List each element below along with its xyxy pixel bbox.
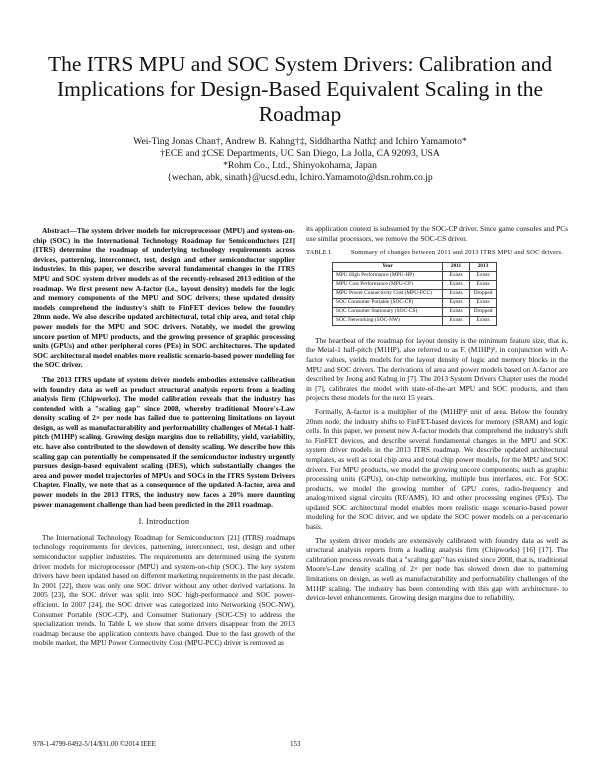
abstract-paragraph-1: Abstract—The system driver models for microprocessor (MPU) and system-on-chip (SOC) in the International Technology Roadmap for Semiconductors [21] (ITRS) determine the roadmap of underlying technology requirements across devices, patterning, interconnect, test, design and other semiconductor supplier industries. In this paper, we describe several fundamental changes in the ITRS MPU and SOC system driver models as of the recently-released 2013 edition of the roadmap. We first present new A-factor (i.e., layout density) models for the logic and memory components of the MPU and SOC drivers; these updated density models comprehend the industry's shift to FinFET devices below the foundry 20nm node. We also describe updated architectural, total chip area, and total chip power models for the MPU and SOC drivers. Notably, we model the growing uncore portion of MPU products, and the growing presence of graphic processing units (GPUs) and other peripheral cores (PEs) in SOC architectures. The updated SOC architectural model enables more realistic scenario-based power modeling for the SOC driver. bbox=[33, 226, 295, 370]
paper-title: The ITRS MPU and SOC System Drivers: Calibration and Implications for Design-Based Equivalent Scaling in the Roadmap bbox=[47, 52, 553, 126]
table-row bbox=[333, 316, 497, 325]
isbn-copyright: 978-1-4799-6492-5/14/$31.00 ©2014 IEEE bbox=[33, 740, 156, 748]
table-row bbox=[333, 298, 497, 307]
table-row bbox=[333, 271, 497, 280]
table-cell-driver: SOC Networking (SOC-NW) bbox=[333, 316, 443, 325]
table-cell-driver: SOC Consumer Portable (SOC-CP) bbox=[333, 298, 443, 307]
table-cell-2013: Exists bbox=[470, 271, 497, 280]
table-header-row bbox=[333, 262, 497, 271]
table-cell-2013: Dropped bbox=[470, 289, 497, 298]
driver-summary-table bbox=[332, 262, 497, 326]
table-cell-2011: Exists bbox=[443, 289, 470, 298]
table-row bbox=[333, 307, 497, 316]
right-column bbox=[306, 224, 568, 607]
affiliation-2: *Rohm Co., Ltd., Shinyokohama, Japan bbox=[223, 160, 377, 171]
table-caption-text: Summary of changes between 2011 and 2013 ITRS MPU and SOC drivers. bbox=[350, 249, 564, 257]
right-paragraph-2: Formally, A-factor is a multiplier of the (M1HP)² unit of area. Below the foundry 20nm node, the industry shifts to FinFET-based devices for memory (SRAM) and logic cells. In this paper, we present new A-factor models that comprehend the industry's shift to FinFET devices, and describe several fundamental changes in the MPU and SOC system driver models in the 2013 ITRS roadmap. We describe updated architectural templates, as well as total chip area and total chip power models, for the MPU and SOC drivers. For MPU products, we model the growing uncore components, such as graphic processing units (GPUs), on-chip networking, multiple bus interfaces, etc. For SOC products, we model the growing number of GPU cores, radio-frequency and analog/mixed signal circuits (RF/AMS), IO and other processing engines (PEs). The updated SOC architectural model enables more realistic usage scenario-based power modeling for the SOC driver, and we update the SOC power models on a per-scenario basis. bbox=[306, 406, 568, 532]
affiliation-1: †ECE and ‡CSE Departments, UC San Diego, La Jolla, CA 92093, USA bbox=[160, 148, 440, 159]
table-header-cell: 2013 bbox=[470, 262, 497, 271]
table-label: TABLE I. bbox=[306, 249, 333, 257]
author-emails: {wechan, abk, sinath}@ucsd.edu, Ichiro.Yamamoto@dsn.rohm.co.jp bbox=[167, 172, 433, 183]
abstract bbox=[33, 226, 295, 509]
table-cell-2013: Exists bbox=[470, 280, 497, 289]
table-header-cell: Year bbox=[333, 262, 443, 271]
right-column-body bbox=[306, 224, 568, 243]
table-cell-2011: Exists bbox=[443, 307, 470, 316]
table-cell-2011: Exists bbox=[443, 271, 470, 280]
section-heading-introduction: I. Introduction bbox=[138, 517, 190, 527]
right-paragraph-0: its application context is subsumed by the SOC-CP driver. Since game consoles and PCs use similar processors, we remove the SOC-CS driver. bbox=[306, 224, 568, 243]
right-paragraph-3: The system driver models are extensively calibrated with foundry data as well as structural analysis reports from a leading analysis firm (Chipworks) [16] [17]. The calibration process reveals that a "scaling gap" has existed since 2008, that is, traditional Moore's-Law density scaling of 2× per node has slowed down due to patterning limitations on design, as well as manufacturability and performability challenges of the M1HP scaling. The industry has been contending with this gap with architecture- to device-level enhancements. Growing design margins due to reliability, bbox=[306, 535, 568, 603]
right-column-body-continued bbox=[306, 336, 568, 603]
table-cell-driver: MPU Cost Performance (MPU-CP) bbox=[333, 280, 443, 289]
table-header-cell: 2011 bbox=[443, 262, 470, 271]
table-row bbox=[333, 289, 497, 298]
table-cell-driver: SOC Consumer Stationary (SOC-CS) bbox=[333, 307, 443, 316]
table-cell-driver: MPU High Performance (MPU-HP) bbox=[333, 271, 443, 280]
introduction-body bbox=[33, 533, 295, 648]
table-cell-2013: Exists bbox=[470, 298, 497, 307]
author-block bbox=[40, 136, 560, 184]
table-cell-2011: Exists bbox=[443, 316, 470, 325]
table-caption bbox=[306, 249, 568, 258]
intro-paragraph-1: The International Technology Roadmap for Semiconductors [21] (ITRS) roadmaps technology requirements for devices, patterning, interconnect, test, design and other semiconductor supplier industries. The requirements are determined using the system driver models for microprocessor (MPU) and system-on-chip (SOC). The key system drivers have been updated based on different marketing requirements in the past decade. In 2001 [22], there was only one SOC driver without any other derived variations. In 2005 [23], the SOC driver was split into SOC high-performance and SOC power-efficient. In 2007 [24], the SOC driver was categorized into Networking (SOC-NW), Consumer Portable (SOC-CP), and Consumer Stationary (SOC-CS) to address the specialization trends. In Table I, we show that some drivers disappear from the 2013 roadmap because the application contexts have changed. Due to the fast growth of the mobile market, the MPU Power Connectivity Cost (MPU-PCC) driver is removed as bbox=[33, 532, 295, 648]
abstract-paragraph-2: The 2013 ITRS update of system driver models embodies extensive calibration with foundry data as well as product structural analysis reports from a leading analysis firm (Chipworks). The model calibration reveals that the industry has contended with a "scaling gap" since 2008, whereby traditional Moore's-Law density scaling of 2× per node has failed due to patterning limitations on layout design, as well as manufacturability and performability challenges of Metal-1 half-pitch (M1HP) scaling. Growing design margins due to reliability, yield, variability, etc. have also contributed to the slowdown of density scaling. We describe how this scaling gap can potentially be compensated if the semiconductor industry urgently pursues design-based equivalent scaling (DES), which substantially changes the area and power model trajectories of MPUs and SOCs in the ITRS System Drivers Chapter. Finally, we note that as a consequence of the updated A-factor, area and power models in the 2013 ITRS, the industry now faces a 20% more daunting power management challenge than had been predicted in the 2011 roadmap. bbox=[33, 374, 295, 509]
page-number: 153 bbox=[290, 740, 301, 748]
table-cell-driver: MPU Power Connectivity Cost (MPU-PCC) bbox=[333, 289, 443, 298]
table-cell-2011: Exists bbox=[443, 298, 470, 307]
right-paragraph-1: The heartbeat of the roadmap for layout density is the minimum feature size, that is, the Metal-1 half-pitch (M1HP), also referred to as F. (M1HP)², in conjunction with A-factor values, yields models for the layout density of logic and memory blocks in the MPU and SOC drivers. The derivations of area and power models based on A-factor are described by Jeong and Kahng in [7]. The 2013 System Drivers Chapter uses the model in [7], calibrates the model with state-of-the-art MPU and SOC products, and then projects these models for the next 15 years. bbox=[306, 335, 568, 403]
author-list: Wei-Ting Jonas Chan†, Andrew B. Kahng†‡, Siddhartha Nath‡ and Ichiro Yamamoto* bbox=[133, 136, 467, 147]
left-column bbox=[33, 226, 295, 652]
table-cell-2013: Dropped bbox=[470, 307, 497, 316]
table-cell-2013: Exists bbox=[470, 316, 497, 325]
table-cell-2011: Exists bbox=[443, 280, 470, 289]
table-row bbox=[333, 280, 497, 289]
